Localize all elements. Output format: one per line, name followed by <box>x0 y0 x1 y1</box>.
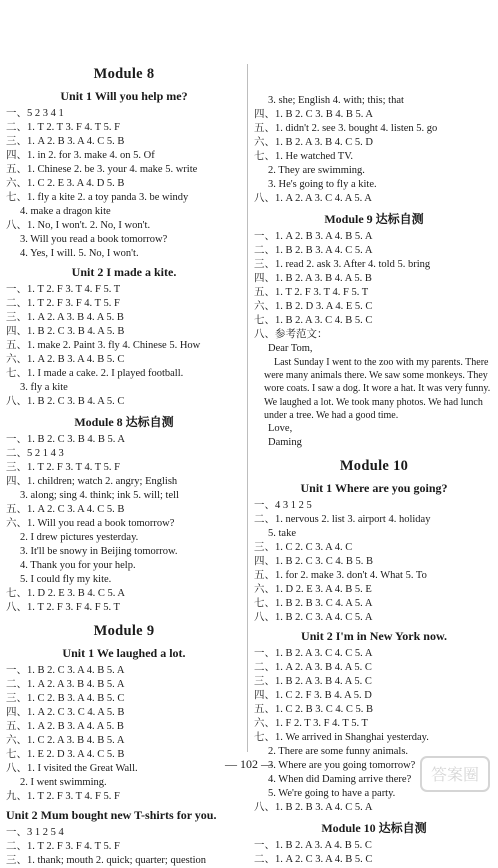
answer-line: 2. They are swimming. <box>268 165 365 176</box>
answer-line: 五、1. C 2. B 3. C 4. C 5. B <box>254 704 374 716</box>
answer-line: 三、1. T 2. F 3. T 4. T 5. F <box>6 462 120 473</box>
answer-line: 一、1. B 2. C 3. B 4. B 5. A <box>6 434 126 445</box>
answer-line: 三、1. read 2. ask 3. After 4. told 5. bring <box>254 259 431 270</box>
answer-line: 九、1. T 2. F 3. T 4. F 5. F <box>6 791 120 802</box>
answer-line: 六、1. B 2. D 3. A 4. E 5. C <box>254 301 373 312</box>
answer-line: 3. along; sing 4. think; ink 5. will; tell <box>20 490 179 501</box>
answer-line: 七、1. B 2. B 3. C 4. A 5. A <box>254 598 373 610</box>
answer-line: 一、1. T 2. F 3. T 4. F 5. T <box>6 284 121 295</box>
answer-line: 一、5 2 3 4 1 <box>6 108 64 119</box>
answer-line: 五、1. T 2. F 3. T 4. F 5. T <box>254 287 369 298</box>
answer-line: 3. fly a kite <box>20 382 68 393</box>
left-column <box>6 60 242 868</box>
svg-text:答案圈: 答案圈 <box>430 765 480 784</box>
answer-line: 八、参考范文： <box>254 329 328 340</box>
answer-line: 四、1. children; watch 2. angry; English <box>6 476 178 487</box>
module-9-unit-1-title: Unit 1 We laughed a lot. <box>62 646 186 660</box>
module-8-title: Module 8 <box>93 66 155 82</box>
answer-line: 六、1. C 2. A 3. B 4. B 5. A <box>6 735 125 746</box>
right-column <box>254 94 494 867</box>
answer-line: 二、5 2 1 4 3 <box>6 448 64 459</box>
page-number: — 102 — <box>225 757 273 771</box>
answer-line: 2. I went swimming. <box>20 777 107 788</box>
answer-line: 五、1. didn't 2. see 3. bought 4. listen 5. go <box>254 123 438 134</box>
answer-line: 二、1. T 2. T 3. F 4. T 5. F <box>6 122 120 133</box>
answer-line: 四、1. B 2. C 3. B 4. A 5. B <box>6 326 125 337</box>
answer-line: 3. It'll be snowy in Beijing tomorrow. <box>20 546 178 557</box>
answer-line: 五、1. A 2. B 3. A 4. A 5. B <box>6 721 124 732</box>
answer-line: 三、1. thank; mouth 2. quick; quarter; question <box>6 855 207 866</box>
answer-line: 二、1. A 2. A 3. B 4. B 5. A <box>6 679 125 690</box>
answer-line: 3. He's going to fly a kite. <box>268 179 377 190</box>
answer-line: 七、1. fly a kite 2. a toy panda 3. be windy <box>6 192 189 203</box>
answer-line: 五、1. make 2. Paint 3. fly 4. Chinese 5. How <box>6 340 201 351</box>
module-10-unit-2-title: Unit 2 I'm in New York now. <box>301 629 447 644</box>
answer-line: 八、1. B 2. C 3. B 4. A 5. C <box>6 396 125 407</box>
answer-line: 七、1. He watched TV. <box>254 151 354 162</box>
answer-line: 七、1. B 2. A 3. C 4. B 5. C <box>254 315 373 326</box>
answer-line: 四、1. in 2. for 3. make 4. on 5. Of <box>6 150 155 161</box>
answer-line: 4. Thank you for your help. <box>20 560 136 571</box>
answer-line: 六、1. C 2. E 3. A 4. D 5. B <box>6 178 125 189</box>
module-9-test-title: Module 9 达标自测 <box>324 212 424 226</box>
answer-line: 二、1. T 2. F 3. F 4. T 5. F <box>6 298 120 309</box>
essay-body: Last Sunday I went to the zoo with my parents. There were many animals there. We saw some monkeys. They wore coats. I saw a dog. It wore a hat. It was very funny. We laughed a lot. We took many photos. We had lunch under a tree. We had a good time. <box>264 357 491 421</box>
answer-line: 四、1. B 2. A 3. B 4. A 5. B <box>254 273 372 284</box>
module-8-unit-2-title: Unit 2 I made a kite. <box>71 265 177 279</box>
answer-line: 四、1. A 2. C 3. C 4. A 5. B <box>6 707 125 718</box>
answer-line: 4. make a dragon kite <box>20 206 111 217</box>
essay-greeting: Dear Tom, <box>268 343 313 354</box>
column-divider <box>247 64 248 752</box>
answer-line: 2. There are some funny animals. <box>268 746 409 758</box>
essay-name: Daming <box>268 437 302 449</box>
answer-line: 六、1. F 2. T 3. F 4. T 5. T <box>254 718 368 730</box>
answer-line: 八、1. A 2. A 3. C 4. A 5. A <box>254 193 372 204</box>
answer-line: 一、1. B 2. A 3. A 4. B 5. C <box>254 840 372 852</box>
answer-line: 2. I drew pictures yesterday. <box>20 532 139 543</box>
watermark-logo <box>420 756 490 792</box>
module-10-test-title: Module 10 达标自测 <box>321 821 427 836</box>
answer-line: 四、1. C 2. F 3. B 4. A 5. D <box>254 690 372 702</box>
answer-line: 三、1. C 2. B 3. A 4. B 5. C <box>6 693 125 704</box>
answer-line: 一、3 1 2 5 4 <box>6 827 64 838</box>
answer-line: 3. Where are you going tomorrow? <box>268 760 416 772</box>
answer-line: 八、1. B 2. C 3. A 4. C 5. A <box>254 612 373 624</box>
answer-line: 二、1. A 2. C 3. A 4. B 5. C <box>254 854 373 866</box>
answer-line: 三、1. B 2. A 3. B 4. A 5. C <box>254 676 372 688</box>
answer-line: 三、1. A 2. A 3. B 4. A 5. B <box>6 312 124 323</box>
answer-line: 七、1. I made a cake. 2. I played football. <box>6 368 184 379</box>
answer-line: 二、1. B 2. B 3. A 4. C 5. A <box>254 245 373 256</box>
answer-line: 二、1. A 2. A 3. B 4. A 5. C <box>254 662 372 674</box>
answer-line: 二、1. nervous 2. list 3. airport 4. holiday <box>254 514 431 526</box>
answer-line: 一、1. A 2. B 3. A 4. B 5. A <box>254 231 373 242</box>
answer-line: 六、1. A 2. B 3. A 4. B 5. C <box>6 354 125 365</box>
answer-line: 六、1. D 2. E 3. A 4. B 5. E <box>254 584 372 596</box>
answer-line: 五、1. A 2. C 3. A 4. C 5. B <box>6 504 125 515</box>
module-10-title: Module 10 <box>339 458 409 475</box>
answer-line: 一、1. B 2. C 3. A 4. B 5. A <box>6 665 125 676</box>
module-8-test-title: Module 8 达标自测 <box>74 415 174 429</box>
answer-line: 四、1. B 2. C 3. B 4. B 5. A <box>254 109 374 120</box>
answer-line: 4. When did Daming arrive there? <box>268 774 412 786</box>
essay-closing: Love, <box>268 423 293 435</box>
answer-line: 一、4 3 1 2 5 <box>254 500 312 512</box>
answer-line: 5. take <box>268 528 296 540</box>
answer-line: 八、1. I visited the Great Wall. <box>6 763 138 774</box>
answer-line: 六、1. B 2. A 3. B 4. C 5. D <box>254 137 374 148</box>
answer-line: 五、1. Chinese 2. be 3. your 4. make 5. write <box>6 164 198 175</box>
answer-line: 三、1. C 2. C 3. A 4. C <box>254 542 353 554</box>
answer-line: 七、1. We arrived in Shanghai yesterday. <box>254 732 429 744</box>
answer-line: 七、1. D 2. E 3. B 4. C 5. A <box>6 588 126 599</box>
answer-line: 八、1. No, I won't. 2. No, I won't. <box>6 220 151 231</box>
answer-line: 5. I could fly my kite. <box>20 574 112 585</box>
answer-line: 三、1. A 2. B 3. A 4. C 5. B <box>6 136 125 147</box>
answer-line: 八、1. B 2. B 3. A 4. C 5. A <box>254 802 373 814</box>
answer-line: 3. she; English 4. with; this; that <box>268 95 404 106</box>
answer-line: 七、1. E 2. D 3. A 4. C 5. B <box>6 749 125 760</box>
answer-line: 六、1. Will you read a book tomorrow? <box>6 518 175 529</box>
answer-line: 3. Will you read a book tomorrow? <box>20 234 168 245</box>
answer-line: 五、1. for 2. make 3. don't 4. What 5. To <box>254 570 427 582</box>
answer-line: 5. We're going to have a party. <box>268 788 396 800</box>
answer-line: 八、1. T 2. F 3. F 4. F 5. T <box>6 602 120 613</box>
answer-line: 四、1. B 2. C 3. C 4. B 5. B <box>254 556 374 568</box>
answer-line: 二、1. T 2. F 3. F 4. T 5. F <box>6 841 120 852</box>
answer-line: 4. Yes, I will. 5. No, I won't. <box>20 248 139 259</box>
module-9-title: Module 9 <box>93 623 155 639</box>
module-9-unit-2-title: Unit 2 Mum bought new T-shirts for you. <box>6 808 217 822</box>
answer-line: 一、1. B 2. A 3. C 4. C 5. A <box>254 648 373 660</box>
module-8-unit-1-title: Unit 1 Will you help me? <box>60 89 188 103</box>
module-10-unit-1-title: Unit 1 Where are you going? <box>300 481 448 496</box>
